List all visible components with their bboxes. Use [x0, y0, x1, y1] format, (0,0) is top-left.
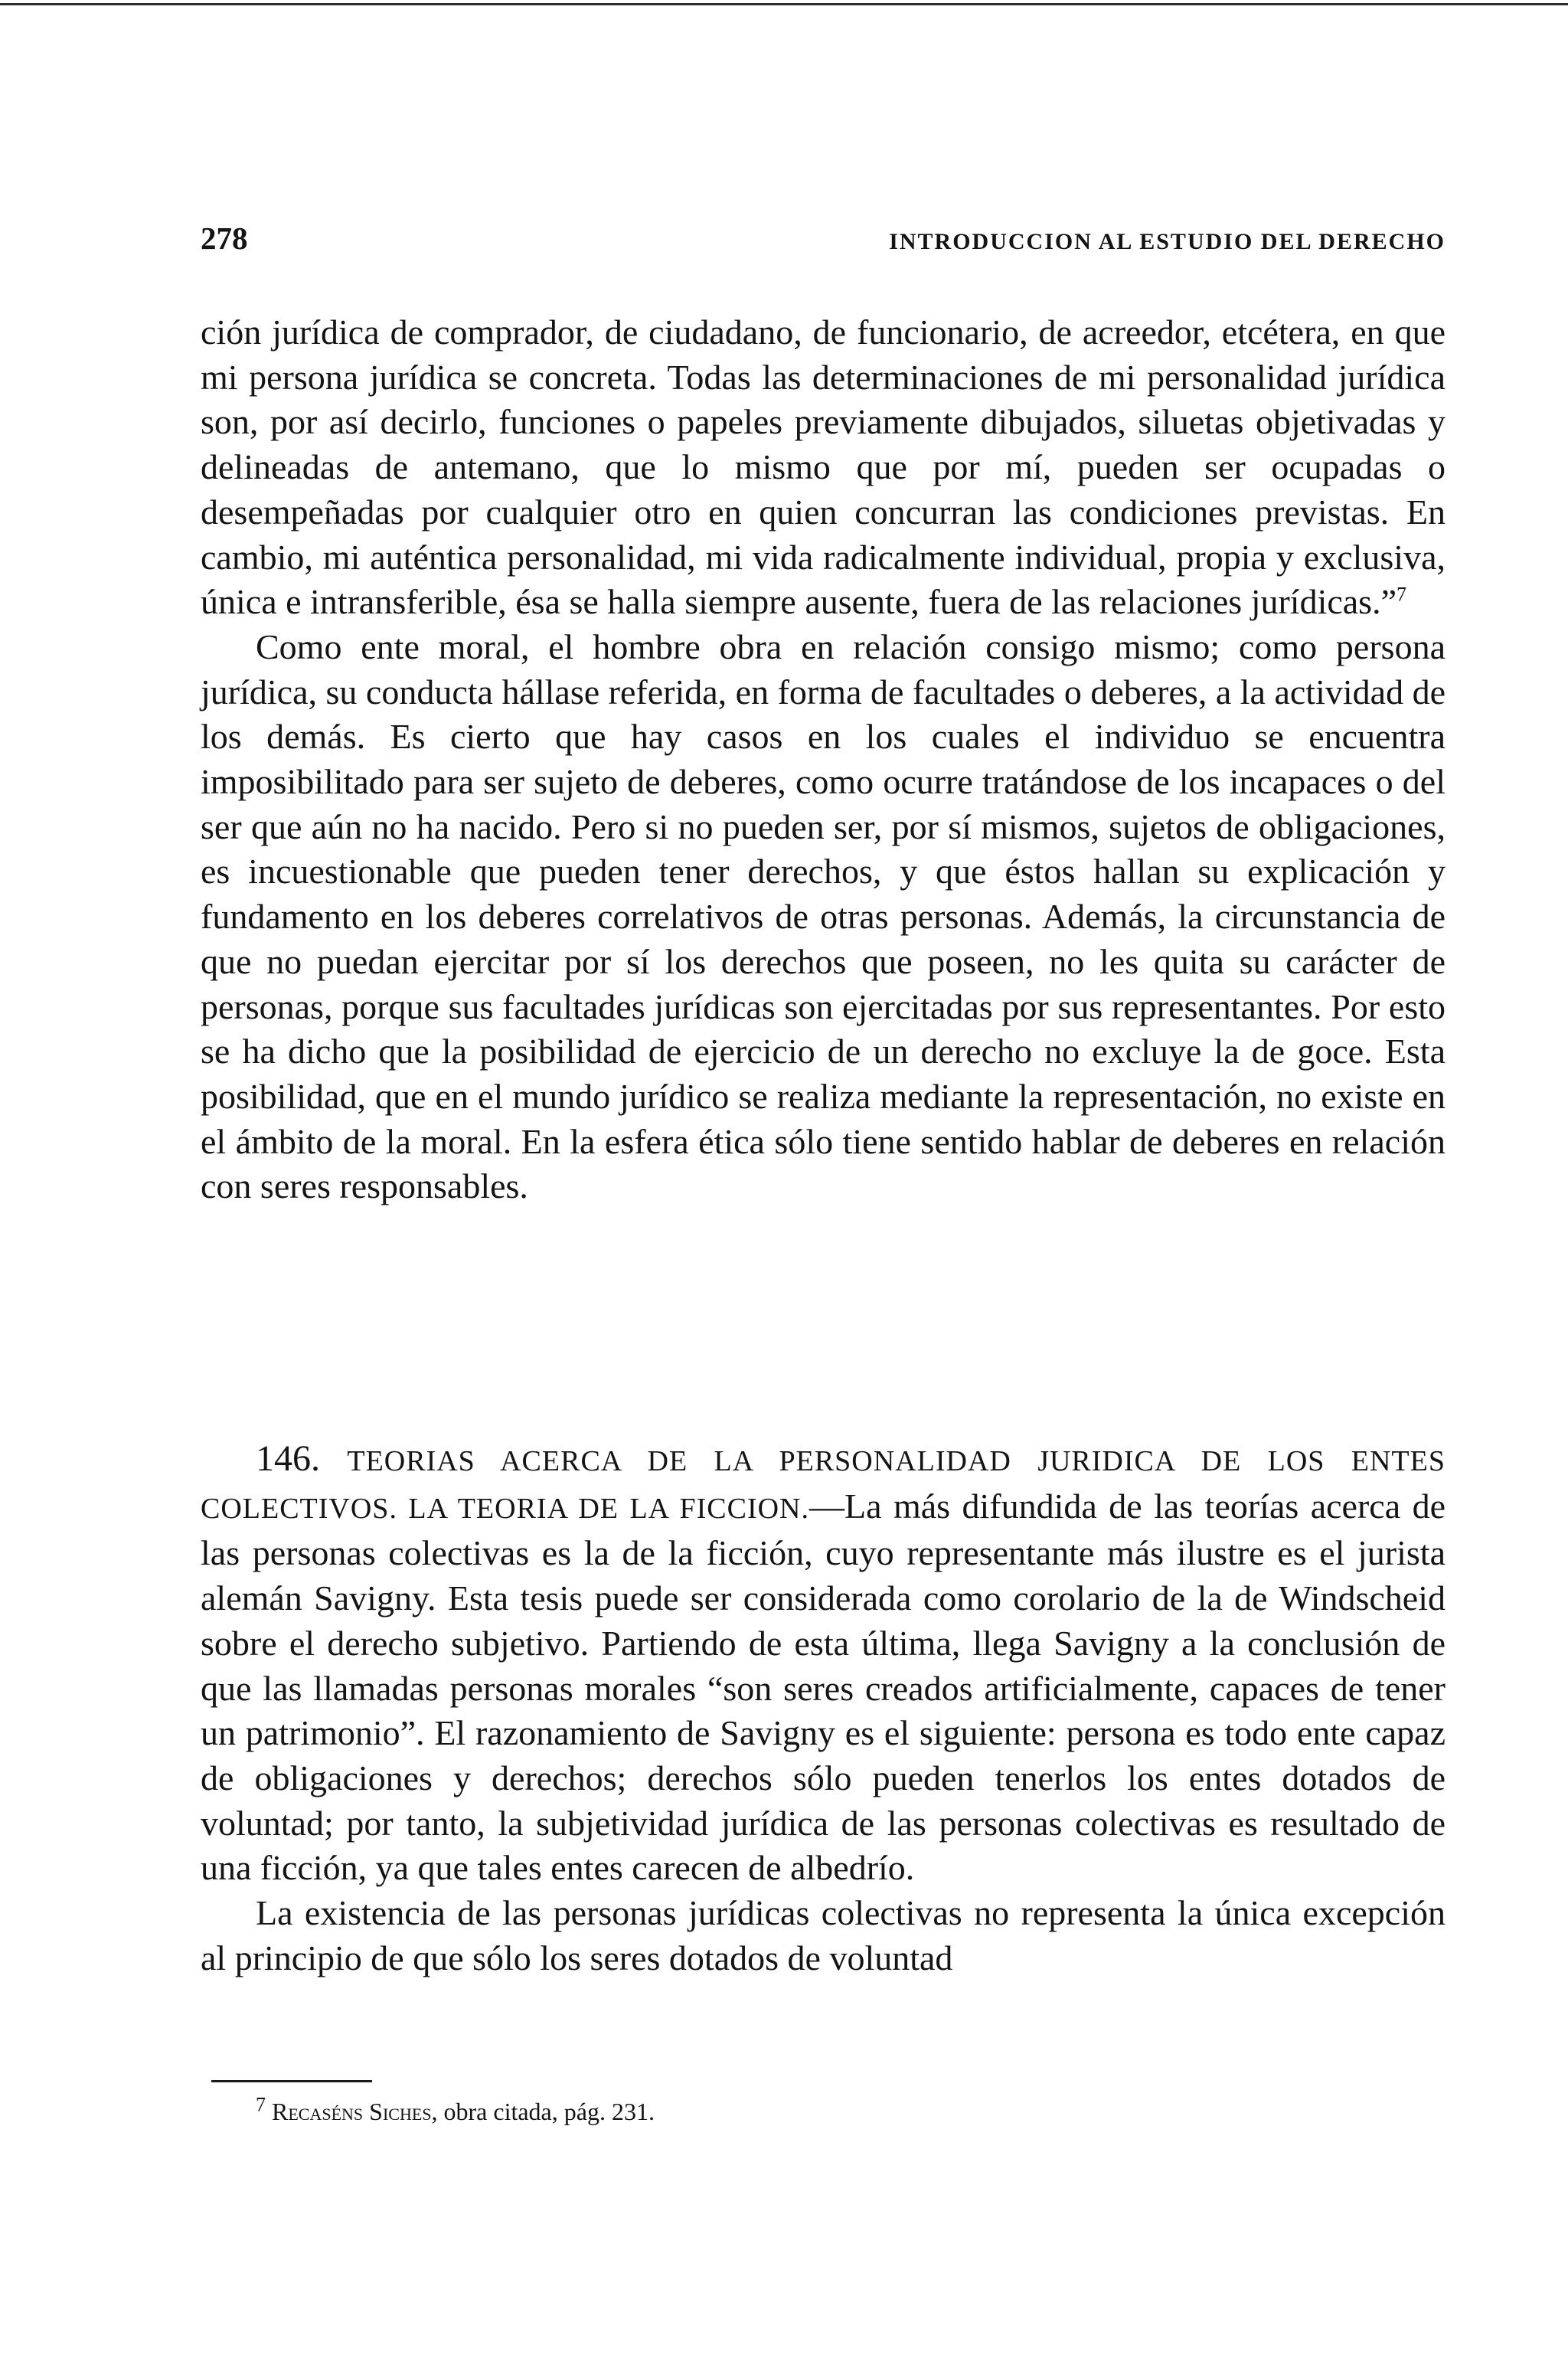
section-paragraph-1 — [201, 1437, 1446, 1891]
footnote-author: Recaséns Siches, — [272, 2098, 438, 2125]
paragraph-continuation — [201, 310, 1446, 625]
footnote-reference: 7 — [1396, 583, 1407, 606]
section-heading: TEORIAS ACERCA DE LA PERSONALIDAD JURIDICA DE LOS ENTES COLECTIVOS. LA TEORIA DE LA FICCION. — [201, 1445, 1446, 1525]
paragraph-continuation-text: ción jurídica de comprador, de ciudadano, de funcionario, de acreedor, etcétera, en que mi persona jurídica se concreta. Todas las determinaciones de mi personalidad jurídica son, por así decirlo, funciones o papeles previamente dibujados, siluetas objetivadas y delineadas de antemano, que lo mismo que por mí, pueden ser ocupadas o desempeñadas por cualquier otro en quien concurran las condiciones previstas. En cambio, mi auténtica personalidad, mi vida radicalmente individual, propia y exclusiva, única e intransferible, ésa se halla siempre ausente, fuera de las relaciones jurídicas.” — [201, 312, 1446, 622]
book-page — [201, 0, 1446, 2355]
running-title: INTRODUCCION AL ESTUDIO DEL DERECHO — [889, 229, 1446, 254]
body-text — [201, 310, 1446, 1209]
section-number: 146. — [256, 1438, 320, 1479]
footnote-divider — [211, 2080, 372, 2082]
running-head — [201, 220, 1446, 258]
scan-top-edge — [0, 3, 1568, 5]
section-paragraph-2: La existencia de las personas jurídicas colectivas no representa la única excepción al principio de que sólo los seres dotados de voluntad — [201, 1893, 1446, 1977]
section-paragraph-1-text: —La más difundida de las teorías acerca de las personas colectivas es la de la ficción, cuyo representante más ilustre es el jurista alemán Savigny. Esta tesis puede ser considerada como corolario de la de Windscheid sobre el derecho subjetivo. Partiendo de esta última, llega Savigny a la conclusión de que las llamadas personas morales “son seres creados artificialmente, capaces de tener un patrimonio”. El razonamiento de Savigny es el siguiente: persona es todo ente capaz de obligaciones y derechos; derechos sólo pueden tenerlos los entes dotados de voluntad; por tanto, la subjetividad jurídica de las personas colectivas es resultado de una ficción, ya que tales entes carecen de albedrío. — [201, 1486, 1446, 1888]
footnote — [256, 2095, 655, 2128]
footnote-number: 7 — [256, 2093, 266, 2116]
section-146 — [201, 1437, 1446, 1980]
page-number: 278 — [201, 221, 248, 256]
paragraph-ente-moral: Como ente moral, el hombre obra en relación consigo mismo; como persona jurídica, su conducta hállase referida, en forma de facultades o deberes, a la actividad de los demás. Es cierto que hay casos en los cuales el individuo se encuentra imposibilitado para ser sujeto de deberes, como ocurre tratándose de los incapaces o del ser que aún no ha nacido. Pero si no pueden ser, por sí mismos, sujetos de obligaciones, es incuestionable que pueden tener derechos, y que éstos hallan su explicación y fundamento en los deberes correlativos de otras personas. Además, la circunstancia de que no puedan ejercitar por sí los derechos que poseen, no les quita su carácter de personas, porque sus facultades jurídicas son ejercitadas por sus representantes. Por esto se ha dicho que la posibilidad de ejercicio de un derecho no excluye la de goce. Esta posibilidad, que en el mundo jurídico se realiza mediante la representación, no existe en el ámbito de la moral. En la esfera ética sólo tiene sentido hablar de deberes en relación con seres responsables. — [201, 626, 1446, 1206]
footnote-citation: obra citada, pág. 231. — [443, 2098, 655, 2125]
